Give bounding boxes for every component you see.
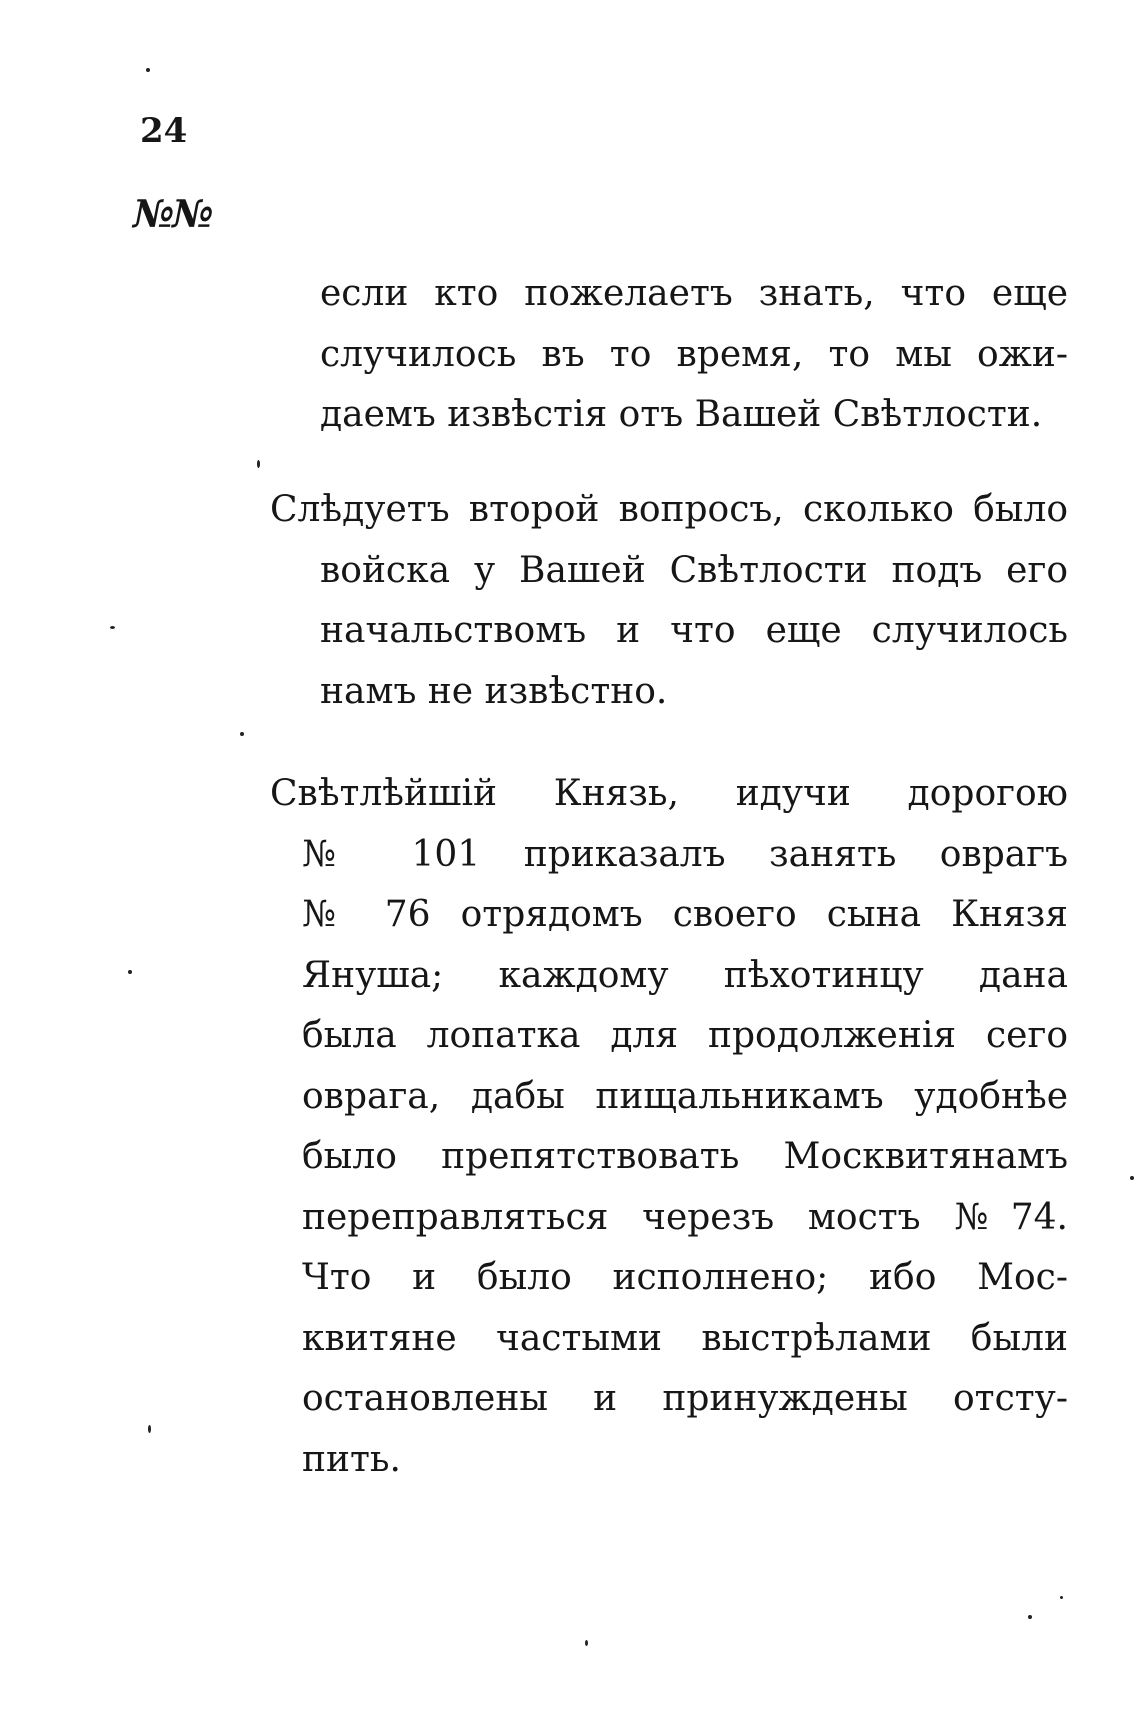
text-line: № 76 отрядомъ своего сына Князя [302, 894, 1068, 935]
paragraph-3 [270, 764, 1068, 1490]
text-line: начальствомъ и что еще случилось [320, 610, 1068, 651]
page-number: 24 [140, 111, 188, 151]
text-line: случилось въ то время, то мы ожи- [320, 333, 1068, 375]
scan-speck [257, 460, 260, 468]
text-line: Слѣдуетъ второй вопросъ, сколько было [270, 489, 1068, 530]
text-line: Януша; каждому пѣхотинцу дана [302, 954, 1068, 996]
text-line: переправляться черезъ мостъ №74. [302, 1196, 1068, 1238]
text-line: если кто пожелаетъ знать, что еще [320, 273, 1068, 314]
margin-number-mark: №№ [133, 191, 212, 236]
scan-speck [240, 732, 244, 736]
text-line: Свѣтлѣйшій Князь, идучи дорогою [270, 773, 1068, 814]
text-line: остановлены и принуждены отсту- [302, 1378, 1068, 1419]
text-line: оврага, дабы пищальникамъ удобнѣе [302, 1075, 1068, 1117]
scan-speck [128, 970, 132, 974]
text-line: была лопатка для продолженія сего [302, 1015, 1068, 1056]
scan-speck [1130, 1176, 1134, 1180]
paragraph-2 [270, 480, 1068, 722]
scan-speck [146, 68, 150, 72]
scan-speck [1060, 1596, 1063, 1599]
scan-speck [1028, 1615, 1032, 1619]
text-line: пить. [302, 1438, 401, 1480]
text-line: квитяне частыми выстрѣлами были [302, 1317, 1068, 1359]
scan-speck [148, 1425, 151, 1433]
scan-speck [585, 1640, 588, 1646]
paragraph-1 [320, 264, 1068, 446]
text-line: № 101 приказалъ занять оврагъ [302, 833, 1068, 875]
text-line: было препятствовать Москвитянамъ [302, 1136, 1068, 1177]
scan-speck [110, 626, 115, 629]
text-line: Что и было исполнено; ибо Мос- [302, 1257, 1068, 1298]
text-line: даемъ извѣстія отъ Вашей Свѣтлости. [320, 394, 1043, 435]
text-line: намъ не извѣстно. [320, 670, 668, 712]
text-line: войска у Вашей Свѣтлости подъ его [320, 549, 1068, 591]
